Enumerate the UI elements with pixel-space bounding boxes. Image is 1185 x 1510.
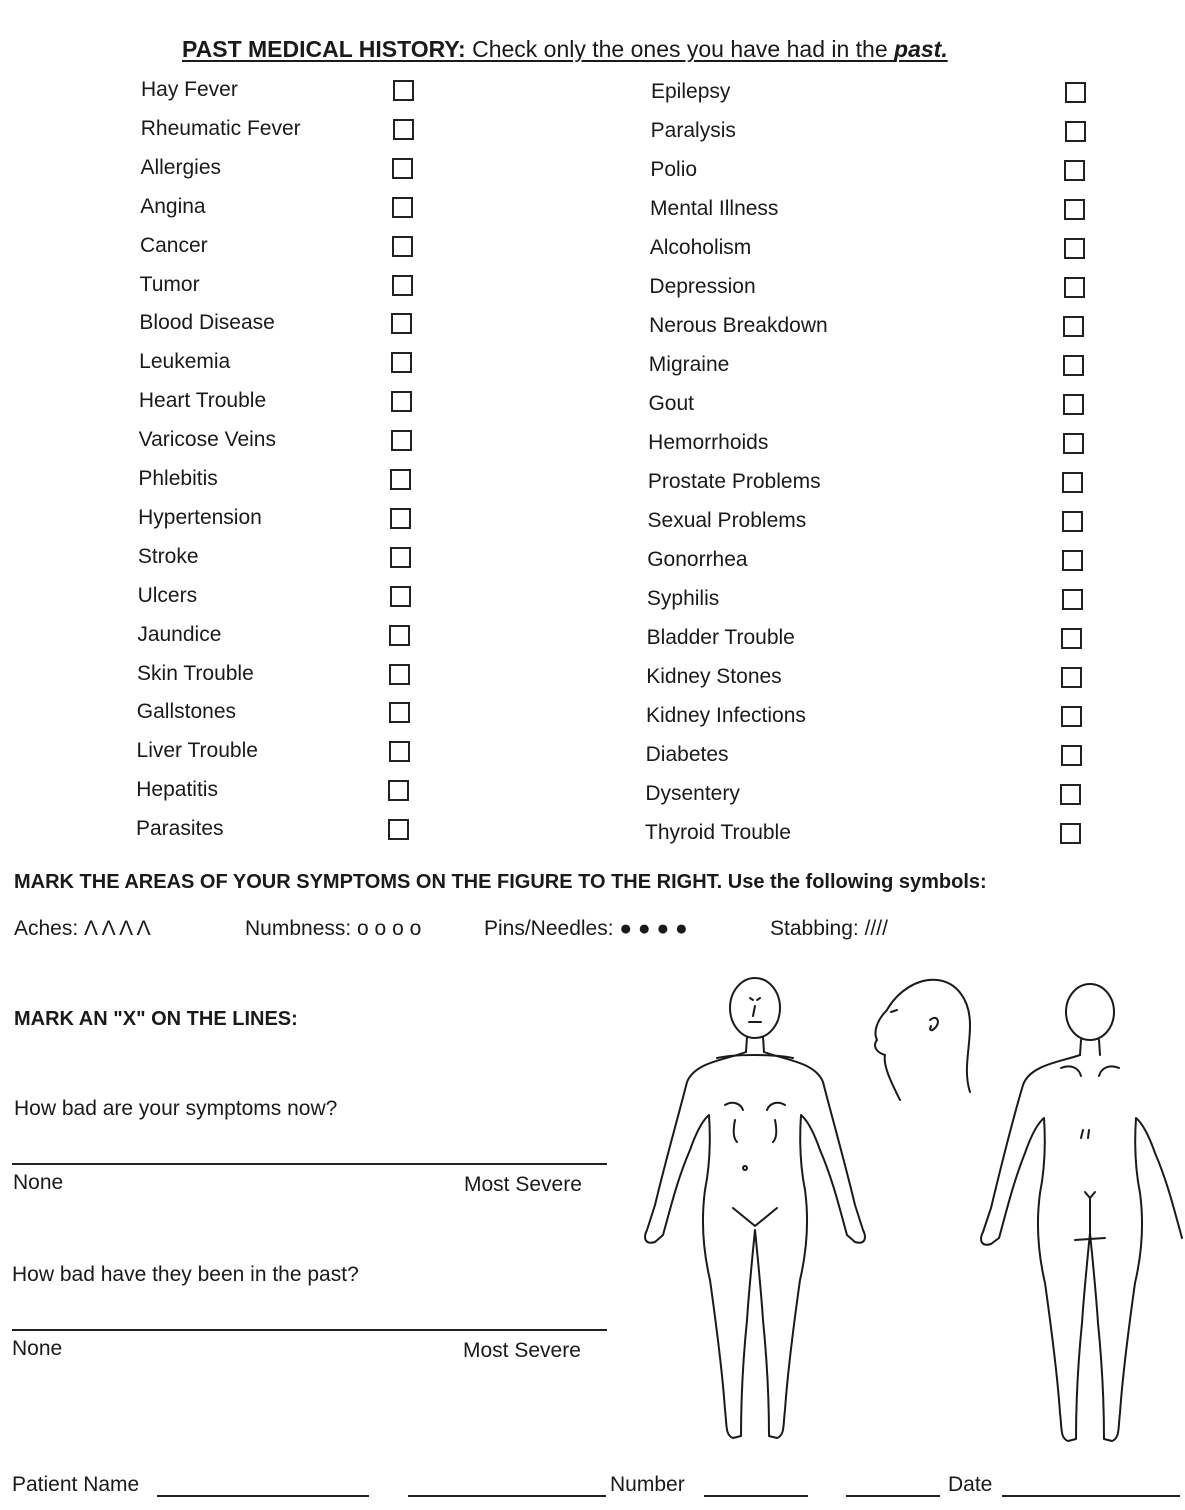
- condition-label: Gallstones: [136, 700, 236, 724]
- condition-checkbox[interactable]: [1064, 160, 1085, 181]
- front-body-figure: [645, 978, 865, 1438]
- number-line-2[interactable]: [846, 1495, 940, 1497]
- condition-label: Cancer: [139, 233, 208, 257]
- condition-checkbox[interactable]: [1061, 628, 1082, 649]
- condition-checkbox[interactable]: [1063, 433, 1084, 454]
- condition-label: Hay Fever: [141, 78, 238, 101]
- condition-label: Bladder Trouble: [646, 626, 795, 649]
- condition-checkbox[interactable]: [1061, 745, 1082, 766]
- condition-checkbox[interactable]: [392, 158, 413, 179]
- condition-checkbox[interactable]: [393, 80, 414, 101]
- condition-label: Jaundice: [137, 622, 222, 646]
- condition-label: Epilepsy: [651, 80, 731, 103]
- legend-aches: Aches: Λ Λ Λ Λ: [14, 917, 151, 940]
- number-label: Number: [610, 1473, 685, 1496]
- condition-label: Paralysis: [650, 119, 736, 142]
- condition-label: Syphilis: [646, 587, 720, 610]
- condition-checkbox[interactable]: [1061, 706, 1082, 727]
- number-line[interactable]: [704, 1495, 808, 1497]
- condition-checkbox[interactable]: [389, 664, 410, 685]
- patient-name-label: Patient Name: [12, 1473, 140, 1496]
- legend-stabbing: Stabbing: ////: [770, 917, 888, 940]
- scale-none-label: None: [12, 1337, 63, 1360]
- condition-checkbox[interactable]: [393, 119, 414, 140]
- condition-label: Thyroid Trouble: [645, 821, 791, 844]
- date-label: Date: [948, 1473, 993, 1496]
- condition-checkbox[interactable]: [391, 313, 412, 334]
- condition-checkbox[interactable]: [1060, 784, 1081, 805]
- severity-line-past[interactable]: [12, 1329, 607, 1331]
- condition-checkbox[interactable]: [1064, 277, 1085, 298]
- condition-checkbox[interactable]: [390, 547, 411, 568]
- condition-label: Diabetes: [645, 743, 729, 766]
- condition-label: Gonorrhea: [647, 548, 748, 571]
- condition-label: Mental Illness: [650, 197, 779, 220]
- scale-most-severe-label: Most Severe: [464, 1173, 582, 1196]
- body-diagram[interactable]: [625, 970, 1185, 1460]
- condition-label: Varicose Veins: [138, 428, 276, 452]
- condition-checkbox[interactable]: [388, 819, 409, 840]
- condition-label: Angina: [140, 194, 206, 218]
- condition-label: Kidney Stones: [646, 665, 782, 688]
- condition-checkbox[interactable]: [391, 430, 412, 451]
- condition-label: Heart Trouble: [138, 389, 267, 413]
- condition-label: Polio: [650, 158, 698, 181]
- condition-checkbox[interactable]: [389, 741, 410, 762]
- legend-pins-needles: Pins/Needles: ● ● ● ●: [484, 917, 688, 940]
- condition-checkbox[interactable]: [1060, 823, 1081, 844]
- condition-checkbox[interactable]: [392, 236, 413, 257]
- condition-label: Rheumatic Fever: [140, 116, 301, 140]
- condition-checkbox[interactable]: [1063, 355, 1084, 376]
- condition-label: Prostate Problems: [647, 470, 821, 493]
- head-profile-figure: [875, 980, 970, 1100]
- condition-label: Hepatitis: [136, 778, 218, 802]
- condition-checkbox[interactable]: [390, 508, 411, 529]
- condition-label: Migraine: [648, 353, 730, 376]
- title-text: Check only the ones you have had in the: [472, 36, 888, 62]
- condition-checkbox[interactable]: [1063, 316, 1084, 337]
- patient-name-line[interactable]: [157, 1495, 369, 1497]
- condition-label: Ulcers: [137, 583, 198, 607]
- condition-checkbox[interactable]: [392, 275, 413, 296]
- condition-label: Hemorrhoids: [648, 431, 769, 454]
- date-line[interactable]: [1002, 1495, 1180, 1497]
- condition-checkbox[interactable]: [1064, 238, 1085, 259]
- condition-label: Depression: [649, 275, 756, 298]
- condition-label: Liver Trouble: [136, 739, 258, 763]
- condition-checkbox[interactable]: [391, 352, 412, 373]
- condition-checkbox[interactable]: [1062, 550, 1083, 571]
- condition-checkbox[interactable]: [1062, 472, 1083, 493]
- scales-heading: MARK AN "X" ON THE LINES:: [14, 1008, 298, 1030]
- back-body-figure: [981, 984, 1182, 1441]
- legend-numbness: Numbness: o o o o: [245, 917, 422, 940]
- condition-checkbox[interactable]: [1065, 121, 1086, 142]
- condition-label: Phlebitis: [138, 467, 218, 490]
- condition-checkbox[interactable]: [1062, 589, 1083, 610]
- patient-name-line-2[interactable]: [408, 1495, 606, 1497]
- condition-label: Allergies: [140, 155, 222, 179]
- condition-checkbox[interactable]: [1063, 394, 1084, 415]
- condition-checkbox[interactable]: [1062, 511, 1083, 532]
- severity-line-now[interactable]: [12, 1163, 607, 1165]
- condition-label: Parasites: [136, 817, 224, 841]
- condition-checkbox[interactable]: [1065, 82, 1086, 103]
- title-emphasis: past.: [894, 36, 948, 62]
- condition-checkbox[interactable]: [390, 586, 411, 607]
- condition-checkbox[interactable]: [1061, 667, 1082, 688]
- scale-none-label: None: [13, 1171, 64, 1194]
- condition-checkbox[interactable]: [390, 469, 411, 490]
- condition-label: Blood Disease: [139, 311, 275, 335]
- condition-checkbox[interactable]: [389, 625, 410, 646]
- condition-checkbox[interactable]: [1064, 199, 1085, 220]
- symptoms-heading: MARK THE AREAS OF YOUR SYMPTOMS ON THE FIGURE TO THE RIGHT. Use the following symbols:: [14, 871, 987, 893]
- question-current-symptoms: How bad are your symptoms now?: [14, 1097, 338, 1120]
- condition-label: Leukemia: [139, 350, 231, 374]
- condition-label: Alcoholism: [649, 236, 752, 259]
- condition-label: Sexual Problems: [647, 509, 807, 532]
- condition-checkbox[interactable]: [392, 197, 413, 218]
- form-title: [182, 36, 948, 63]
- condition-label: Stroke: [137, 544, 199, 568]
- condition-label: Nerous Breakdown: [649, 314, 828, 337]
- condition-label: Hypertension: [138, 505, 262, 529]
- condition-checkbox[interactable]: [389, 702, 410, 723]
- condition-checkbox[interactable]: [391, 391, 412, 412]
- condition-label: Kidney Infections: [645, 704, 806, 727]
- condition-checkbox[interactable]: [388, 780, 409, 801]
- condition-label: Gout: [648, 392, 694, 415]
- scale-most-severe-label: Most Severe: [463, 1339, 581, 1362]
- condition-label: Tumor: [139, 272, 200, 296]
- question-past-symptoms: How bad have they been in the past?: [12, 1263, 359, 1286]
- title-lead: PAST MEDICAL HISTORY:: [182, 36, 466, 62]
- condition-label: Skin Trouble: [137, 661, 254, 685]
- condition-label: Dysentery: [645, 782, 740, 805]
